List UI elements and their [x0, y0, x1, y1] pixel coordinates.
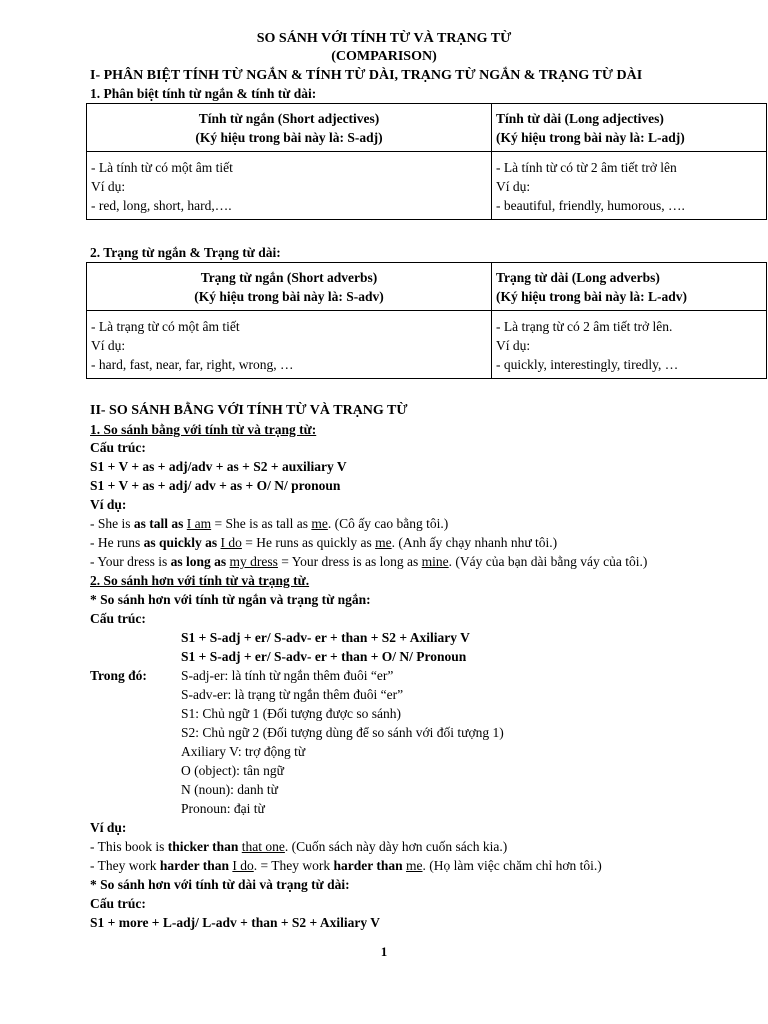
definition-line: Pronoun: đại từ — [181, 801, 265, 816]
section-2-sub-1: 1. So sánh bằng với tính từ và trạng từ: — [90, 422, 317, 437]
table-header-row — [87, 104, 767, 152]
definition-line: S-adj-er: là tính từ ngắn thêm đuôi “er” — [181, 668, 394, 683]
definition-line: O (object): tân ngữ — [181, 763, 284, 778]
example-line: - She is as tall as I am = She is as tall as me. (Cô ấy cao bằng tôi.) — [90, 516, 449, 531]
section-2-sub-2b: * So sánh hơn với tính từ dài và trạng từ dài: — [90, 877, 350, 892]
structure-label: Cấu trúc: — [90, 611, 146, 626]
definition-line: S-adv-er: là trạng từ ngắn thêm đuôi “er” — [181, 687, 404, 702]
formula-2: S1 + V + as + adj/ adv + as + O/ N/ pronoun — [90, 478, 341, 493]
section-1-heading: I- PHÂN BIỆT TÍNH TỪ NGẮN & TÍNH TỪ DÀI, TRẠNG TỪ NGẮN & TRẠNG TỪ DÀI — [90, 68, 643, 83]
long-adverbs-header — [492, 263, 767, 311]
example-line: - They work harder than I do. = They work harder than me. (Họ làm việc chăm chỉ hơn tôi.) — [90, 858, 602, 873]
cell-line: Ví dụ: — [91, 338, 126, 353]
long-adverbs-cell — [492, 311, 767, 379]
table-row — [87, 152, 767, 220]
short-adjectives-header — [87, 104, 492, 152]
formula-1: S1 + V + as + adj/adv + as + S2 + auxiliary V — [90, 459, 347, 474]
short-adverbs-header — [87, 263, 492, 311]
cell-line: - Là trạng từ có một âm tiết — [91, 319, 240, 334]
cell-line: - Là tính từ có từ 2 âm tiết trở lên — [496, 160, 677, 175]
short-adverbs-cell — [87, 311, 492, 379]
formula-4: S1 + S-adj + er/ S-adv- er + than + O/ N/ Pronoun — [181, 649, 467, 664]
example-label: Ví dụ: — [90, 497, 127, 512]
header-line: (Ký hiệu trong bài này là: S-adj) — [195, 130, 383, 145]
header-line: Trạng từ ngắn (Short adverbs) — [200, 270, 378, 285]
formula-3: S1 + S-adj + er/ S-adv- er + than + S2 + Axiliary V — [181, 630, 470, 645]
section-2-sub-2a: * So sánh hơn với tính từ ngắn và trạng từ ngắn: — [90, 592, 371, 607]
header-line: (Ký hiệu trong bài này là: L-adv) — [496, 289, 688, 304]
header-line: (Ký hiệu trong bài này là: L-adj) — [496, 130, 685, 145]
definition-line: S1: Chủ ngữ 1 (Đối tượng được so sánh) — [181, 706, 401, 721]
cell-line: Ví dụ: — [496, 179, 531, 194]
example-line: - Your dress is as long as my dress = Your dress is as long as mine. (Váy của bạn dài bằng váy của tôi.) — [90, 554, 648, 569]
long-adjectives-header — [492, 104, 767, 152]
cell-line: - Là tính từ có một âm tiết — [91, 160, 233, 175]
example-line: - He runs as quickly as I do = He runs as quickly as me. (Anh ấy chạy nhanh như tôi.) — [90, 535, 558, 550]
table-row — [87, 311, 767, 379]
section-2-sub-2: 2. So sánh hơn với tính từ và trạng từ. — [90, 573, 310, 588]
formula-5: S1 + more + L-adj/ L-adv + than + S2 + Axiliary V — [90, 915, 380, 930]
cell-line: - quickly, interestingly, tiredly, … — [496, 357, 679, 372]
cell-line: - red, long, short, hard,…. — [91, 198, 232, 213]
header-line: Tính từ dài (Long adjectives) — [496, 111, 664, 126]
header-line: Tính từ ngắn (Short adjectives) — [198, 111, 380, 126]
header-line: Trạng từ dài (Long adverbs) — [496, 270, 660, 285]
table-header-row — [87, 263, 767, 311]
structure-label: Cấu trúc: — [90, 440, 146, 455]
section-2-heading: II- SO SÁNH BẰNG VỚI TÍNH TỪ VÀ TRẠNG TỪ — [90, 403, 408, 418]
header-line: (Ký hiệu trong bài này là: S-adv) — [194, 289, 384, 304]
long-adjectives-cell — [492, 152, 767, 220]
cell-line: Ví dụ: — [496, 338, 531, 353]
cell-line: - Là trạng từ có 2 âm tiết trở lên. — [496, 319, 673, 334]
document-title: SO SÁNH VỚI TÍNH TỪ VÀ TRẠNG TỪ — [256, 31, 512, 46]
adjectives-table — [86, 103, 767, 220]
cell-line: - beautiful, friendly, humorous, …. — [496, 198, 685, 213]
definition-line: N (noun): danh từ — [181, 782, 278, 797]
adverbs-table — [86, 262, 767, 379]
cell-line: - hard, fast, near, far, right, wrong, … — [91, 357, 294, 372]
section-1-sub-2: 2. Trạng từ ngắn & Trạng từ dài: — [90, 245, 281, 260]
section-1-sub-1: 1. Phân biệt tính từ ngắn & tính từ dài: — [90, 86, 317, 101]
definition-line: S2: Chủ ngữ 2 (Đối tượng dùng để so sánh với đối tượng 1) — [181, 725, 504, 740]
short-adjectives-cell — [87, 152, 492, 220]
page-number: 1 — [380, 944, 388, 959]
example-label: Ví dụ: — [90, 820, 127, 835]
where-label: Trong đó: — [90, 668, 147, 683]
document-subtitle: (COMPARISON) — [331, 49, 437, 64]
definition-line: Axiliary V: trợ động từ — [181, 744, 306, 759]
cell-line: Ví dụ: — [91, 179, 126, 194]
example-line: - This book is thicker than that one. (Cuốn sách này dày hơn cuốn sách kia.) — [90, 839, 508, 854]
structure-label: Cấu trúc: — [90, 896, 146, 911]
